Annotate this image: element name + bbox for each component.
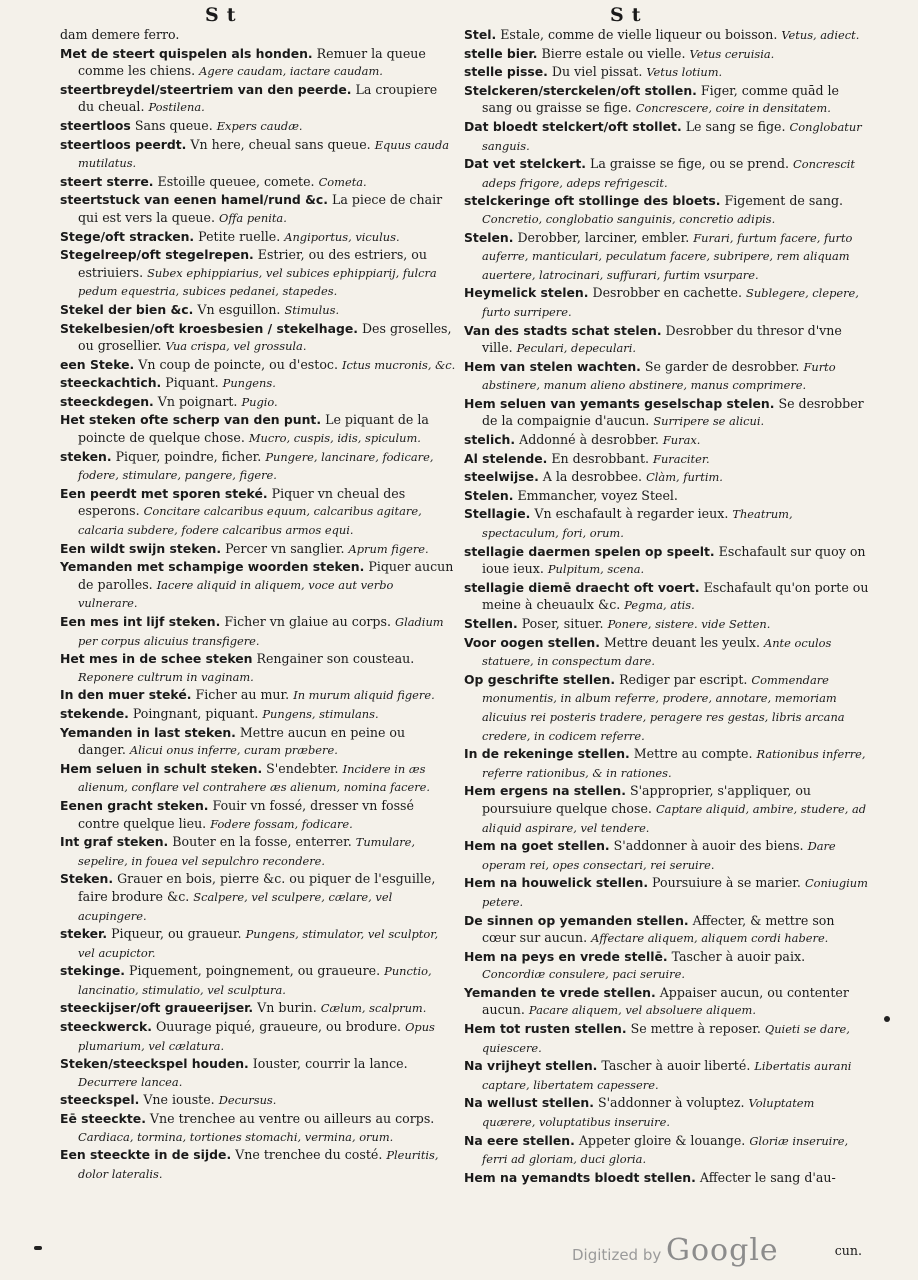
french-gloss: La piece de chair qui est vers la queue.: [78, 192, 443, 225]
latin-gloss: Vetus ceruisia.: [689, 46, 775, 61]
headword: Een steeckte in de sijde.: [60, 1147, 232, 1163]
headword: Een peerdt met sporen steké.: [60, 485, 268, 501]
dictionary-entry: [464, 745, 869, 782]
french-gloss: Derobber, larciner, embler.: [517, 229, 690, 245]
french-gloss: A la desrobbee.: [542, 469, 643, 485]
latin-gloss: Pungens, stimulans.: [262, 706, 379, 721]
headword: Na vrijheyt stellen.: [464, 1058, 598, 1074]
french-gloss: Ficher au mur.: [195, 687, 290, 703]
french-gloss: Le sang se fige.: [685, 118, 786, 134]
headword: Dat vet stelckert.: [464, 156, 586, 172]
latin-gloss: Tumulare, sepelire, in fouea vel sepulchro recondere.: [78, 835, 416, 868]
dictionary-entry: [464, 615, 869, 634]
dictionary-entry: [464, 192, 869, 228]
french-gloss: Estoille queuee, comete.: [157, 173, 315, 189]
headword: Een wildt swijn steken.: [60, 540, 222, 556]
headword: De sinnen op yemanden stellen.: [464, 912, 689, 928]
french-gloss: Vn poignart.: [157, 393, 238, 409]
headword: stellagie diemē draecht oft voert.: [464, 579, 700, 595]
french-gloss: S'addonner à voluptez.: [597, 1095, 745, 1111]
dictionary-entry: [60, 1091, 456, 1110]
french-gloss: Iouster, courrir la lance.: [252, 1056, 408, 1072]
french-gloss: Eschafault sur quoy on ioue ieux.: [482, 543, 866, 577]
french-gloss: Eschafault qu'on porte ou meine à cheuaulx &c.: [482, 579, 869, 613]
french-gloss: La croupiere du cheual.: [78, 81, 438, 115]
headword: Na wellust stellen.: [464, 1095, 594, 1111]
french-gloss: Vn coup de poincte, ou d'estoc.: [138, 356, 338, 372]
latin-gloss: Sublegere, clepere, furto surripere.: [482, 286, 859, 319]
french-gloss: Se garder de desrobber.: [644, 358, 800, 374]
headword: Hem na yemandts bloedt stellen.: [464, 1169, 696, 1185]
french-gloss: Piqueur, ou graueur.: [111, 926, 242, 942]
latin-gloss: Concrescit adeps frigore, adeps refrigescit.: [482, 157, 855, 190]
left-column: [60, 26, 456, 1183]
french-gloss: Vn here, cheual sans queue.: [190, 136, 371, 152]
latin-gloss: Stimulus.: [284, 302, 340, 317]
headword: Yemanden met schampige woorden steken.: [60, 559, 365, 575]
dictionary-entry: [464, 1132, 869, 1169]
dictionary-entry: [60, 356, 456, 375]
dictionary-entry: [60, 705, 456, 724]
dictionary-entry: [464, 322, 869, 358]
headword: Met de steert quispelen als honden.: [60, 45, 313, 61]
french-gloss: Piquer aucun de parolles.: [78, 559, 454, 592]
latin-gloss: Opus plumarium, vel cælatura.: [78, 1020, 435, 1053]
headword: stelich.: [464, 432, 516, 448]
dictionary-entry: [60, 925, 456, 962]
headword: Stege/oft stracken.: [60, 228, 195, 244]
headword: steertbreydel/steertriem van den peerde.: [60, 81, 352, 97]
latin-gloss: Agere caudam, iactare caudam.: [199, 64, 383, 79]
headword: stelle pisse.: [464, 64, 548, 80]
google-logo: Google: [666, 1233, 779, 1268]
french-gloss: Bouter en la fosse, enterrer.: [172, 834, 352, 850]
latin-gloss: Captare aliquid, ambire, studere, ad aliquid aspirare, vel tendere.: [482, 801, 867, 835]
dictionary-entry: [464, 837, 869, 874]
dictionary-entry: [60, 962, 456, 999]
french-gloss: Ficher vn glaiue au corps.: [224, 614, 391, 629]
latin-gloss: Commendare monumentis, in album referre, prodere, annotare, memoriam alicuius rei posteris tradere, peragere res gestas, libris arcana credere, in codicem referre.: [482, 672, 845, 743]
french-gloss: Vn esguillon.: [197, 301, 281, 317]
dictionary-entry: [464, 1057, 869, 1094]
french-gloss: Poursuiure à se marier.: [652, 875, 801, 891]
headword: Eē steeckte.: [60, 1111, 146, 1127]
latin-gloss: Vetus, adiect.: [781, 28, 860, 42]
headword: steker.: [60, 926, 108, 942]
dictionary-entry: [464, 579, 869, 615]
headword: Steken.: [60, 871, 114, 887]
headword: steeckspel.: [60, 1092, 140, 1108]
french-gloss: Desrobber du thresor d'vne ville.: [482, 322, 842, 356]
dictionary-entry: [60, 173, 456, 192]
headword: Het steken ofte scherp van den punt.: [60, 412, 322, 428]
dictionary-entry: [464, 487, 869, 506]
french-gloss: Tascher à auoir liberté.: [601, 1058, 751, 1074]
headword: Stelen.: [464, 229, 514, 245]
french-gloss: Des groselles, ou grosellier.: [78, 320, 452, 354]
headword: Yemanden te vrede stellen.: [464, 984, 656, 1000]
dictionary-entry: [464, 948, 869, 984]
dictionary-entry: [464, 229, 869, 285]
french-gloss: dam demere ferro.: [60, 27, 180, 42]
dictionary-entry: [60, 485, 456, 540]
latin-gloss: In murum aliquid figere.: [293, 688, 435, 703]
french-gloss: Du viel pissat.: [551, 64, 643, 80]
dictionary-entry: [464, 395, 869, 431]
running-header-right: St: [610, 4, 649, 26]
french-gloss: Sans queue.: [134, 117, 213, 133]
dictionary-entry: [60, 558, 456, 613]
headword: In de rekeninge stellen.: [464, 746, 630, 762]
headword: steertstuck van eenen hamel/rund &c.: [60, 192, 328, 208]
french-gloss: S'endebter.: [266, 760, 339, 776]
dictionary-entry: [60, 228, 456, 247]
french-gloss: Piquer vn cheual des esperons.: [78, 485, 406, 519]
headword: Een mes int lijf steken.: [60, 614, 221, 629]
french-gloss: Le piquant de la poincte de quelque chose.: [78, 412, 429, 446]
latin-gloss: Furaciter.: [653, 451, 710, 466]
digitized-prefix: Digitized by: [572, 1246, 662, 1264]
french-gloss: La graisse se fige, ou se prend.: [589, 156, 790, 172]
french-gloss: Piquant.: [165, 375, 219, 391]
latin-gloss: Equus cauda mutilatus.: [78, 137, 450, 171]
latin-gloss: Cometa.: [318, 174, 367, 189]
latin-gloss: Cælum, scalprum.: [320, 1001, 427, 1016]
latin-gloss: Cardiaca, tormina, tortiones stomachi, vermina, orum.: [78, 1129, 394, 1144]
latin-gloss: Concordiæ consulere, paci seruire.: [482, 967, 685, 982]
latin-gloss: Postilena.: [148, 100, 205, 115]
headword: Dat bloedt stelckert/oft stollet.: [464, 118, 682, 134]
french-gloss: Poingnant, piquant.: [132, 705, 259, 721]
dictionary-entry: [60, 448, 456, 485]
dictionary-entry: [60, 320, 456, 356]
latin-gloss: Clàm, furtim.: [646, 470, 723, 485]
french-gloss: Se mettre à reposer.: [630, 1021, 761, 1037]
headword: steertloos: [60, 117, 131, 133]
latin-gloss: Pulpitum, scena.: [547, 562, 645, 577]
dictionary-entry: [60, 760, 456, 797]
digitized-watermark: [572, 1233, 779, 1268]
headword: Eenen gracht steken.: [60, 797, 209, 813]
dictionary-entry: [464, 634, 869, 671]
latin-gloss: Ponere, sistere. vide Setten.: [607, 617, 771, 631]
latin-gloss: Alicui onus inferre, curam præbere.: [129, 743, 338, 758]
dictionary-entry: [464, 984, 869, 1020]
french-gloss: Vn burin.: [257, 1000, 317, 1016]
french-gloss: Vne trenchee du costé.: [235, 1147, 383, 1163]
ink-mark: [34, 1246, 42, 1250]
headword: steeckachtich.: [60, 375, 162, 391]
headword: Stellen.: [464, 616, 518, 631]
latin-gloss: Iacere aliquid in aliquem, voce aut verbo vulnerare.: [78, 577, 394, 611]
french-gloss: Figement de sang.: [724, 193, 844, 209]
latin-gloss: Quieti se dare, quiescere.: [482, 1022, 850, 1055]
dictionary-entry: [60, 686, 456, 705]
headword: steertloos peerdt.: [60, 136, 187, 152]
french-gloss: Rediger par escript.: [619, 671, 748, 687]
dictionary-entry: [464, 155, 869, 192]
french-gloss: Figer, comme quād le sang ou graisse se fige.: [482, 82, 839, 116]
latin-gloss: Theatrum, spectaculum, fori, orum.: [482, 507, 793, 541]
headword: Stelckeren/sterckelen/oft stollen.: [464, 82, 697, 98]
dictionary-entry: [60, 246, 456, 301]
latin-gloss: Pacare aliquem, vel absoluere aliquem.: [528, 1003, 756, 1018]
headword: Hem seluen in schult steken.: [60, 760, 263, 776]
dictionary-entry: [60, 833, 456, 870]
dictionary-entry: [464, 26, 869, 45]
dictionary-entry: [60, 724, 456, 760]
latin-gloss: Expers caudæ.: [216, 118, 303, 133]
dictionary-entry: [464, 284, 869, 321]
dictionary-entry: [60, 1055, 456, 1091]
dictionary-entry: [464, 874, 869, 911]
french-gloss: Estale, comme de vielle liqueur ou boisson.: [500, 27, 778, 42]
dictionary-entry: [60, 870, 456, 925]
french-gloss: Affecter, & mettre son cœur sur aucun.: [482, 912, 835, 946]
headword: Int graf steken.: [60, 834, 169, 850]
dictionary-entry: [60, 191, 456, 227]
latin-gloss: Libertatis aurani captare, libertatem capessere.: [482, 1059, 852, 1092]
latin-gloss: Rationibus inferre, referre rationibus, & in rationes.: [482, 747, 866, 780]
dictionary-entry: [464, 671, 869, 745]
latin-gloss: Pleuritis, dolor lateralis.: [78, 1148, 439, 1181]
latin-gloss: Pegma, atis.: [624, 598, 695, 613]
headword: Voor oogen stellen.: [464, 634, 600, 650]
french-gloss: Piquement, poingnement, ou graueure.: [129, 963, 381, 979]
latin-gloss: Vetus lotium.: [646, 65, 723, 80]
latin-gloss: Vua crispa, vel grossula.: [165, 339, 307, 354]
french-gloss: Affecter le sang d'au-: [699, 1169, 836, 1185]
headword: Stekel der bien &c.: [60, 301, 194, 317]
french-gloss: Appaiser aucun, ou contenter aucun.: [482, 984, 849, 1018]
french-gloss: Ouurage piqué, graueure, ou brodure.: [155, 1019, 402, 1035]
latin-gloss: Scalpere, vel sculpere, cælare, vel acupingere.: [78, 889, 393, 923]
latin-gloss: Gladium per corpus alicuius transfigere.: [78, 615, 444, 648]
latin-gloss: Subex ephippiarius, vel subices ephippiarij, fulcra pedum equestria, subices pedanei, stapedes.: [78, 265, 437, 299]
latin-gloss: Concrescere, coire in densitatem.: [635, 101, 831, 116]
french-gloss: Rengainer son cousteau.: [256, 651, 415, 667]
headword: steelwijse.: [464, 469, 539, 485]
latin-gloss: Gloriæ inseruire, ferri ad gloriam, duci gloria.: [482, 1133, 849, 1167]
dictionary-entry: [60, 613, 456, 650]
headword: Heymelick stelen.: [464, 285, 589, 301]
dictionary-entry: [60, 1146, 456, 1183]
right-column: [464, 26, 869, 1187]
headword: een Steke.: [60, 356, 135, 372]
latin-gloss: Pungens, stimulator, vel sculptor, vel acupictor.: [78, 927, 439, 960]
latin-gloss: Conglobatur sanguis.: [482, 119, 862, 153]
headword: Stellagie.: [464, 506, 531, 522]
headword: Hem na goet stellen.: [464, 838, 610, 854]
latin-gloss: Incidere in æs alienum, conflare vel contrahere æs alienum, nomina facere.: [78, 761, 431, 795]
dictionary-entry: [464, 431, 869, 450]
headword: stekende.: [60, 705, 129, 721]
headword: Stekelbesien/oft kroesbesien / stekelhage.: [60, 320, 358, 336]
dictionary-entry: [60, 540, 456, 559]
headword: Hem na houwelick stellen.: [464, 875, 649, 891]
dictionary-entry: [464, 118, 869, 155]
headword: Van des stadts schat stelen.: [464, 322, 662, 338]
latin-gloss: Affectare aliquem, aliquem cordi habere.: [591, 931, 829, 946]
dictionary-entry: [60, 45, 456, 81]
dictionary-entry: [60, 117, 456, 136]
dictionary-entry: [464, 450, 869, 469]
headword: In den muer steké.: [60, 687, 192, 703]
french-gloss: Addonné à desrobber.: [519, 432, 659, 448]
headword: Yemanden in last steken.: [60, 724, 236, 740]
ink-dot: [884, 1016, 890, 1022]
latin-gloss: Decurrere lancea.: [78, 1074, 183, 1089]
latin-gloss: Reponere cultrum in vaginam.: [78, 669, 254, 684]
dictionary-entry: [60, 136, 456, 173]
french-gloss: Appeter gloire & louange.: [578, 1132, 746, 1148]
french-gloss: Grauer en bois, pierre &c. ou piquer de l'esguille, faire brodure &c.: [78, 871, 436, 904]
french-gloss: Mettre deuant les yeulx.: [603, 634, 760, 650]
dictionary-entry: [60, 1110, 456, 1146]
dictionary-entry: [60, 999, 456, 1018]
dictionary-entry: [60, 26, 456, 45]
headword: Stelen.: [464, 487, 514, 503]
latin-gloss: Decursus.: [218, 1093, 277, 1108]
dictionary-entry: [464, 543, 869, 579]
headword: Hem seluen van yemants geselschap stelen.: [464, 395, 775, 411]
catchword: cun.: [834, 1243, 862, 1258]
latin-gloss: Furax.: [662, 433, 701, 448]
latin-gloss: Dare operam rei, opes consectari, rei seruire.: [482, 839, 836, 872]
dictionary-entry: [60, 797, 456, 833]
latin-gloss: Fodere fossam, fodicare.: [210, 816, 353, 831]
dictionary-entry: [464, 1020, 869, 1057]
dictionary-entry: [464, 468, 869, 487]
dictionary-entry: [464, 782, 869, 837]
headword: Op geschrifte stellen.: [464, 671, 616, 687]
latin-gloss: Coniugium petere.: [482, 876, 868, 909]
french-gloss: S'approprier, s'appliquer, ou poursuiure quelque chose.: [482, 783, 812, 816]
french-gloss: Se desrobber de la compaignie d'aucun.: [482, 395, 864, 429]
french-gloss: Poser, situer.: [521, 616, 604, 631]
headword: Hem tot rusten stellen.: [464, 1021, 627, 1037]
french-gloss: Petite ruelle.: [198, 228, 281, 244]
latin-gloss: Concitare calcaribus equum, calcaribus agitare, calcaria subdere, fodere calcaribus armos equi.: [78, 504, 422, 538]
dictionary-entry: [464, 358, 869, 395]
dictionary-entry: [464, 1094, 869, 1131]
headword: Stel.: [464, 27, 497, 42]
french-gloss: Remuer la queue comme les chiens.: [78, 45, 426, 79]
latin-gloss: Surripere se alicui.: [653, 414, 765, 429]
latin-gloss: Angiportus, viculus.: [284, 229, 400, 244]
french-gloss: Desrobber en cachette.: [592, 285, 743, 301]
latin-gloss: Voluptatem quærere, voluptatibus inseruire.: [482, 1096, 815, 1130]
latin-gloss: Furari, furtum facere, furto auferre, manticulari, peculatum facere, subripere, rem aliquam auertere, latrocinari, suffurari, furtim vsurpare.: [482, 230, 853, 282]
headword: steert sterre.: [60, 173, 154, 189]
latin-gloss: Punctio, lancinatio, stimulatio, vel sculptura.: [78, 964, 432, 997]
latin-gloss: Pungens.: [222, 376, 276, 391]
dictionary-entry: [464, 45, 869, 64]
latin-gloss: Concretio, conglobatio sanguinis, concretio adipis.: [482, 211, 776, 226]
dictionary-entry: [60, 81, 456, 117]
french-gloss: Percer vn sanglier.: [225, 540, 345, 556]
headword: Stegelreep/oft stegelrepen.: [60, 247, 254, 263]
dictionary-entry: [464, 505, 869, 542]
dictionary-entry: [464, 82, 869, 118]
french-gloss: En desrobbant.: [551, 450, 650, 466]
headword: Al stelende.: [464, 450, 548, 466]
latin-gloss: Mucro, cuspis, idis, spiculum.: [248, 431, 421, 446]
french-gloss: Fouir vn fossé, dresser vn fossé contre quelque lieu.: [78, 797, 414, 831]
french-gloss: Bierre estale ou vielle.: [541, 45, 686, 61]
french-gloss: Vne trenchee au ventre ou ailleurs au corps.: [149, 1111, 435, 1127]
french-gloss: Vn eschafault à regarder ieux.: [534, 506, 729, 522]
headword: steeckijser/oft graueerijser.: [60, 1000, 254, 1016]
headword: Na eere stellen.: [464, 1132, 575, 1148]
latin-gloss: Pugio.: [241, 394, 278, 409]
dictionary-entry: [60, 301, 456, 320]
dictionary-entry: [464, 1169, 869, 1188]
french-gloss: Mettre aucun en peine ou danger.: [78, 724, 406, 758]
french-gloss: Emmancher, voyez Steel.: [517, 487, 678, 503]
dictionary-entry: [60, 1018, 456, 1055]
running-header-left: St: [205, 4, 244, 26]
headword: Hem na peys en vrede stellē.: [464, 948, 668, 964]
french-gloss: S'addonner à auoir des biens.: [613, 838, 804, 854]
latin-gloss: Offa penita.: [219, 210, 287, 225]
dictionary-entry: [60, 374, 456, 393]
headword: stelle bier.: [464, 45, 538, 61]
headword: stelckeringe oft stollinge des bloets.: [464, 193, 721, 209]
latin-gloss: Ictus mucronis, &c.: [341, 357, 456, 372]
dictionary-entry: [60, 411, 456, 447]
french-gloss: Vne iouste.: [143, 1092, 215, 1108]
latin-gloss: Ante oculos statuere, in conspectum dare.: [482, 635, 832, 669]
latin-gloss: Pungere, lancinare, fodicare, fodere, stimulare, pangere, figere.: [78, 449, 434, 483]
dictionary-entry: [464, 912, 869, 948]
french-gloss: Tascher à auoir paix.: [671, 948, 806, 964]
headword: Het mes in de schee steken: [60, 651, 253, 667]
headword: Hem ergens na stellen.: [464, 783, 626, 799]
headword: steeckwerck.: [60, 1019, 152, 1035]
dictionary-entry: [60, 650, 456, 686]
headword: steeckdegen.: [60, 393, 154, 409]
french-gloss: Mettre au compte.: [633, 746, 753, 762]
dictionary-entry: [60, 393, 456, 412]
headword: stekinge.: [60, 963, 125, 979]
headword: Steken/steeckspel houden.: [60, 1056, 249, 1072]
headword: stellagie daermen spelen op speelt.: [464, 543, 715, 559]
french-gloss: Estrier, ou des estriers, ou estriuiers.: [78, 247, 427, 280]
latin-gloss: Peculari, depeculari.: [516, 341, 636, 356]
latin-gloss: Furto abstinere, manum alieno abstinere, manus comprimere.: [482, 359, 836, 393]
headword: Hem van stelen wachten.: [464, 358, 641, 374]
dictionary-entry: [464, 63, 869, 82]
french-gloss: Piquer, poindre, ficher.: [115, 448, 262, 464]
headword: steken.: [60, 448, 112, 464]
latin-gloss: Aprum figere.: [348, 541, 429, 556]
